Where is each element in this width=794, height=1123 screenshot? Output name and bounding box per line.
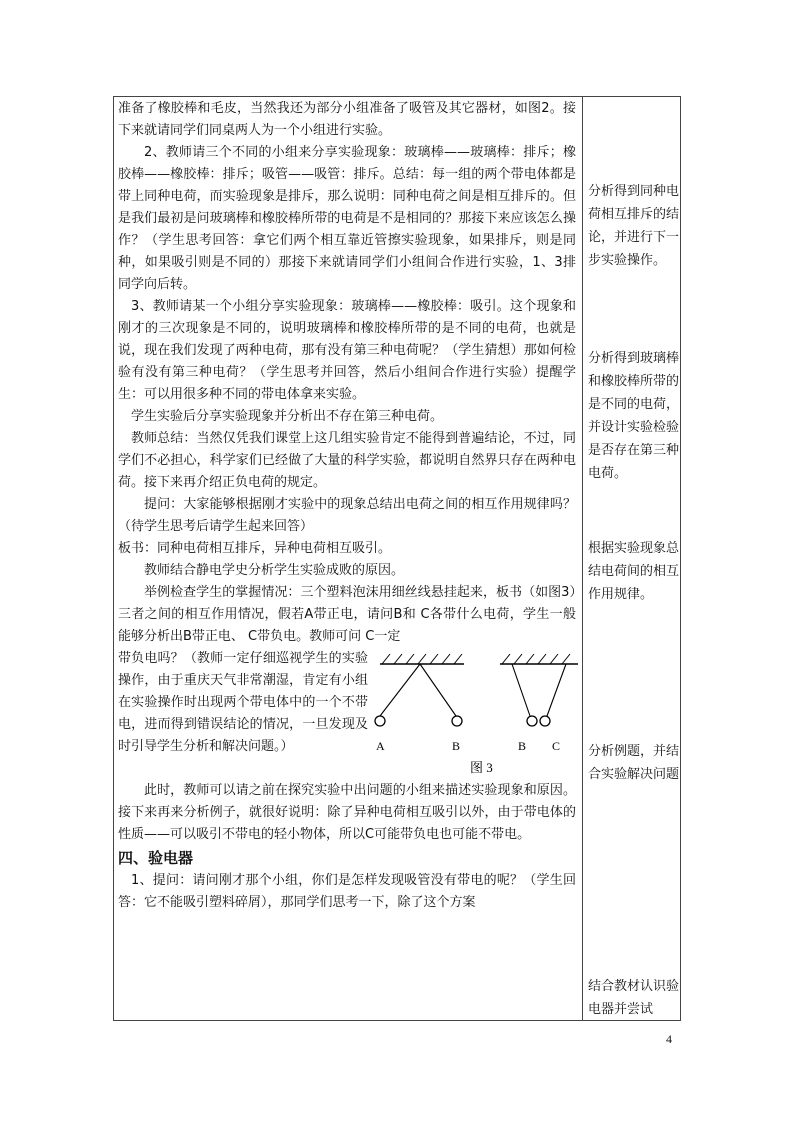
side-note-4: 分析例题，并结合实验解决问题 xyxy=(588,744,680,782)
ball-b-right xyxy=(527,716,537,726)
main-column xyxy=(118,98,576,914)
paragraph-11: 1、提问：请问刚才那个小组，你们是怎样发现吸管没有带电的呢？（学生回答：它不能吸引塑料碎屑），那同学们思考一下，除了这个方案 xyxy=(118,873,576,910)
paragraph-6: 提问：大家能够根据刚才实验中的现象总结出电荷之间的相互作用规律吗？（待学生思考后请学生起来回答） xyxy=(118,497,576,534)
column-divider xyxy=(582,96,583,1021)
page-number: 4 xyxy=(666,1032,672,1046)
label-c: C xyxy=(552,739,561,753)
figure-wrap-block xyxy=(118,648,576,780)
figure-3 xyxy=(372,652,582,780)
label-a: A xyxy=(376,739,385,753)
label-b-right: B xyxy=(518,739,527,753)
side-note-2: 分析得到玻璃棒和橡胶棒所带的是不同的电荷，并设计实验检验是否存在第三种电荷。 xyxy=(588,351,680,481)
side-note-3: 根据实验现象总结电荷间的相互作用规律。 xyxy=(588,541,680,602)
paragraph-2: 2、教师请三个不同的小组来分享实验现象：玻璃棒——玻璃棒：排斥；橡胶棒——橡胶棒：排斥；吸管——吸管：排斥。总结：每一组的两个带电体都是带上同种电荷，而实验现象是排斥，那么说明：同种电荷之间是相互排斥的。但是我们最初是问玻璃棒和橡胶棒所带的电荷是不是相同的？那接下来应该怎么操作？（学生思考回答：拿它们两个相互靠近管擦实验现象，如果排斥，则是同种，如果吸引则是不同的）那接下来就请同学们小组间合作进行实验，1、3排同学向后转。 xyxy=(118,145,576,292)
ball-b-left xyxy=(452,716,462,726)
side-note-1: 分析得到同种电荷相互排斥的结论，并进行下一步实验操作。 xyxy=(588,184,680,268)
ball-a xyxy=(375,716,385,726)
paragraph-3: 3、教师请某一个小组分享实验现象：玻璃棒——橡胶棒：吸引。这个现象和刚才的三次现象是不同的，说明玻璃棒和橡胶棒所带的是不同的电荷，也就是说，现在我们发现了两种电荷，那有没有第三种电荷呢？（学生猜想）那如何检验有没有第三种电荷？（学生思考并回答，然后小组间合作进行实验）提醒学生：可以用很多种不同的带电体拿来实验。 xyxy=(118,299,576,402)
ball-c xyxy=(540,716,550,726)
paragraph-9a: 举例检查学生的掌握情况：三个塑料泡沫用细丝线悬挂起来，板书（如图3）三者之间的相互作用情况，假若A带正电，请问B和 C各带什么电荷，学生一般能够分析出B带正电、 C带负电。教师可问 C一定 xyxy=(118,585,576,644)
section-heading-4: 四、验电器 xyxy=(118,849,194,867)
paragraph-8: 教师结合静电学史分析学生实验成败的原因。 xyxy=(144,563,405,578)
paragraph-5: 教师总结：当然仅凭我们课堂上这几组实验肯定不能得到普遍结论，不过，同学们不必担心，科学家们已经做了大量的科学实验，都说明自然界只存在两种电荷。接下来再介绍正负电荷的规定。 xyxy=(118,431,576,490)
pendulum-diagram xyxy=(372,652,582,780)
paragraph-4: 学生实验后分享实验现象并分析出不存在第三种电荷。 xyxy=(131,409,444,424)
paragraph-1: 准备了橡胶棒和毛皮，当然我还为部分小组准备了吸管及其它器材，如图2。接下来就请同学们同桌两人为一个小组进行实验。 xyxy=(118,101,576,138)
paragraph-7: 板书：同种电荷相互排斥，异种电荷相互吸引。 xyxy=(118,541,392,556)
figure-caption: 图 3 xyxy=(470,760,493,775)
label-b-left: B xyxy=(452,739,461,753)
paragraph-9b: 带负电吗？（教师一定仔细巡视学生的实验操作，由于重庆天气非常潮湿，肯定有小组在实验操作时出现两个带电体中的一个不带电，进而得到错误结论的情况，一旦发现及时引导学生分析和解决问题。） xyxy=(118,651,368,754)
paragraph-10: 此时，教师可以请之前在探究实验中出问题的小组来描述实验现象和原因。接下来再来分析例子，就很好说明：除了异种电荷相互吸引以外，由于带电体的性质——可以吸引不带电的轻小物体，所以C可能带负电也可能不带电。 xyxy=(118,783,576,842)
side-note-5: 结合教材认识验电器并尝试 xyxy=(588,979,680,1017)
